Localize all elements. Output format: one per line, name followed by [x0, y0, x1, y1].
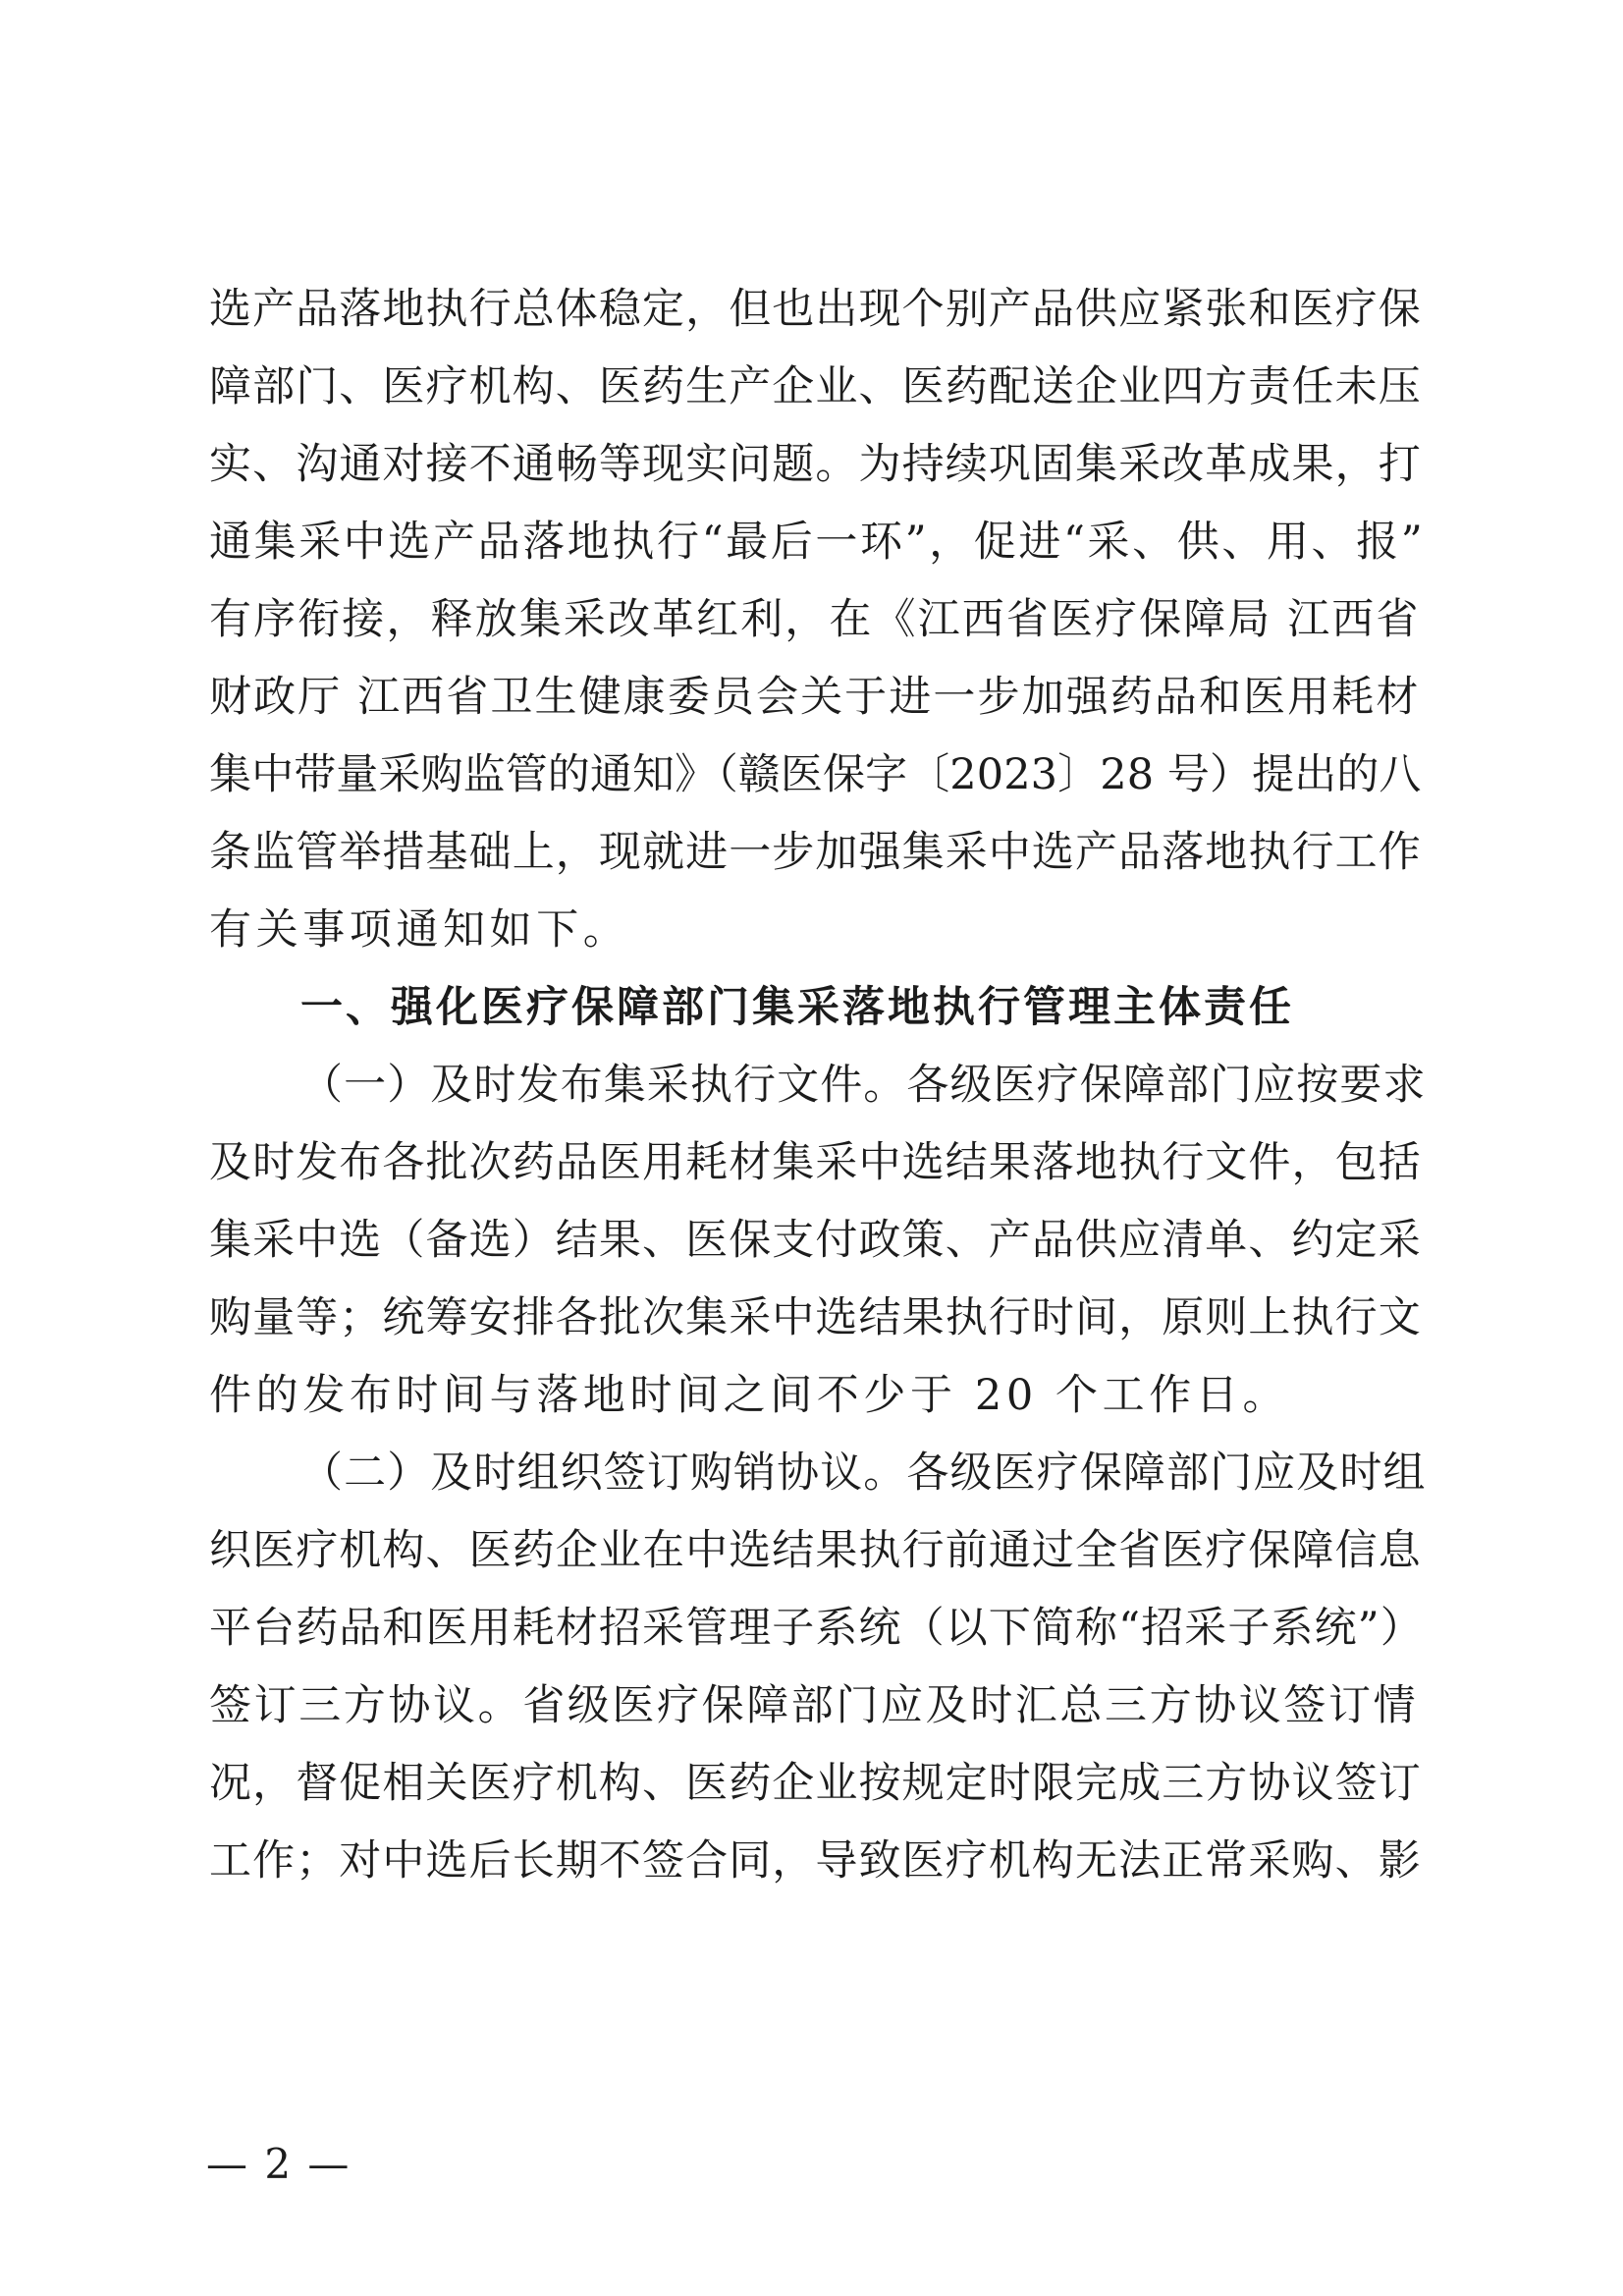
body-line-3: 实、沟通对接不通畅等现实问题。为持续巩固集采改革成果，打	[209, 440, 1422, 489]
body-line-21: 工作；对中选后长期不签合同，导致医疗机构无法正常采购、影	[209, 1836, 1422, 1886]
body-line-4: 通集采中选产品落地执行“最后一环”，促进“采、供、用、报”	[209, 518, 1426, 567]
body-line-12: 及时发布各批次药品医用耗材集采中选结果落地执行文件，包括	[209, 1138, 1422, 1187]
subsection-2-first-line: （二）及时组织签订购销协议。各级医疗保障部门应及时组	[300, 1449, 1427, 1498]
body-line-13: 集采中选（备选）结果、医保支付政策、产品供应清单、约定采	[209, 1216, 1422, 1265]
body-line-15: 件的发布时间与落地时间之间不少于 20 个工作日。	[209, 1371, 1290, 1420]
body-line-6: 财政厅 江西省卫生健康委员会关于进一步加强药品和医用耗材	[209, 673, 1421, 722]
body-line-5: 有序衔接，释放集采改革红利，在《江西省医疗保障局 江西省	[209, 595, 1421, 644]
body-line-19: 签订三方协议。省级医疗保障部门应及时汇总三方协议签订情	[209, 1681, 1419, 1730]
body-line-17: 织医疗机构、医药企业在中选结果执行前通过全省医疗保障信息	[209, 1526, 1422, 1575]
body-line-20: 况，督促相关医疗机构、医药企业按规定时限完成三方协议签订	[209, 1759, 1422, 1808]
body-line-1: 选产品落地执行总体稳定，但也出现个别产品供应紧张和医疗保	[209, 285, 1422, 334]
section-heading-1: 一、强化医疗保障部门集采落地执行管理主体责任	[300, 983, 1294, 1032]
body-line-9: 有关事项通知如下。	[209, 905, 630, 955]
page-number: — 2 —	[206, 2140, 352, 2188]
body-line-14: 购量等；统筹安排各批次集采中选结果执行时间，原则上执行文	[209, 1293, 1422, 1342]
body-line-7: 集中带量采购监管的通知》（赣医保字〔2023〕28 号）提出的八	[209, 750, 1422, 799]
body-line-2: 障部门、医疗机构、医药生产企业、医药配送企业四方责任未压	[209, 362, 1422, 411]
body-line-8: 条监管举措基础上，现就进一步加强集采中选产品落地执行工作	[209, 828, 1422, 877]
body-line-18: 平台药品和医用耗材招采管理子系统（以下简称“招采子系统”）	[209, 1604, 1424, 1653]
subsection-1-first-line: （一）及时发布集采执行文件。各级医疗保障部门应按要求	[300, 1061, 1427, 1110]
